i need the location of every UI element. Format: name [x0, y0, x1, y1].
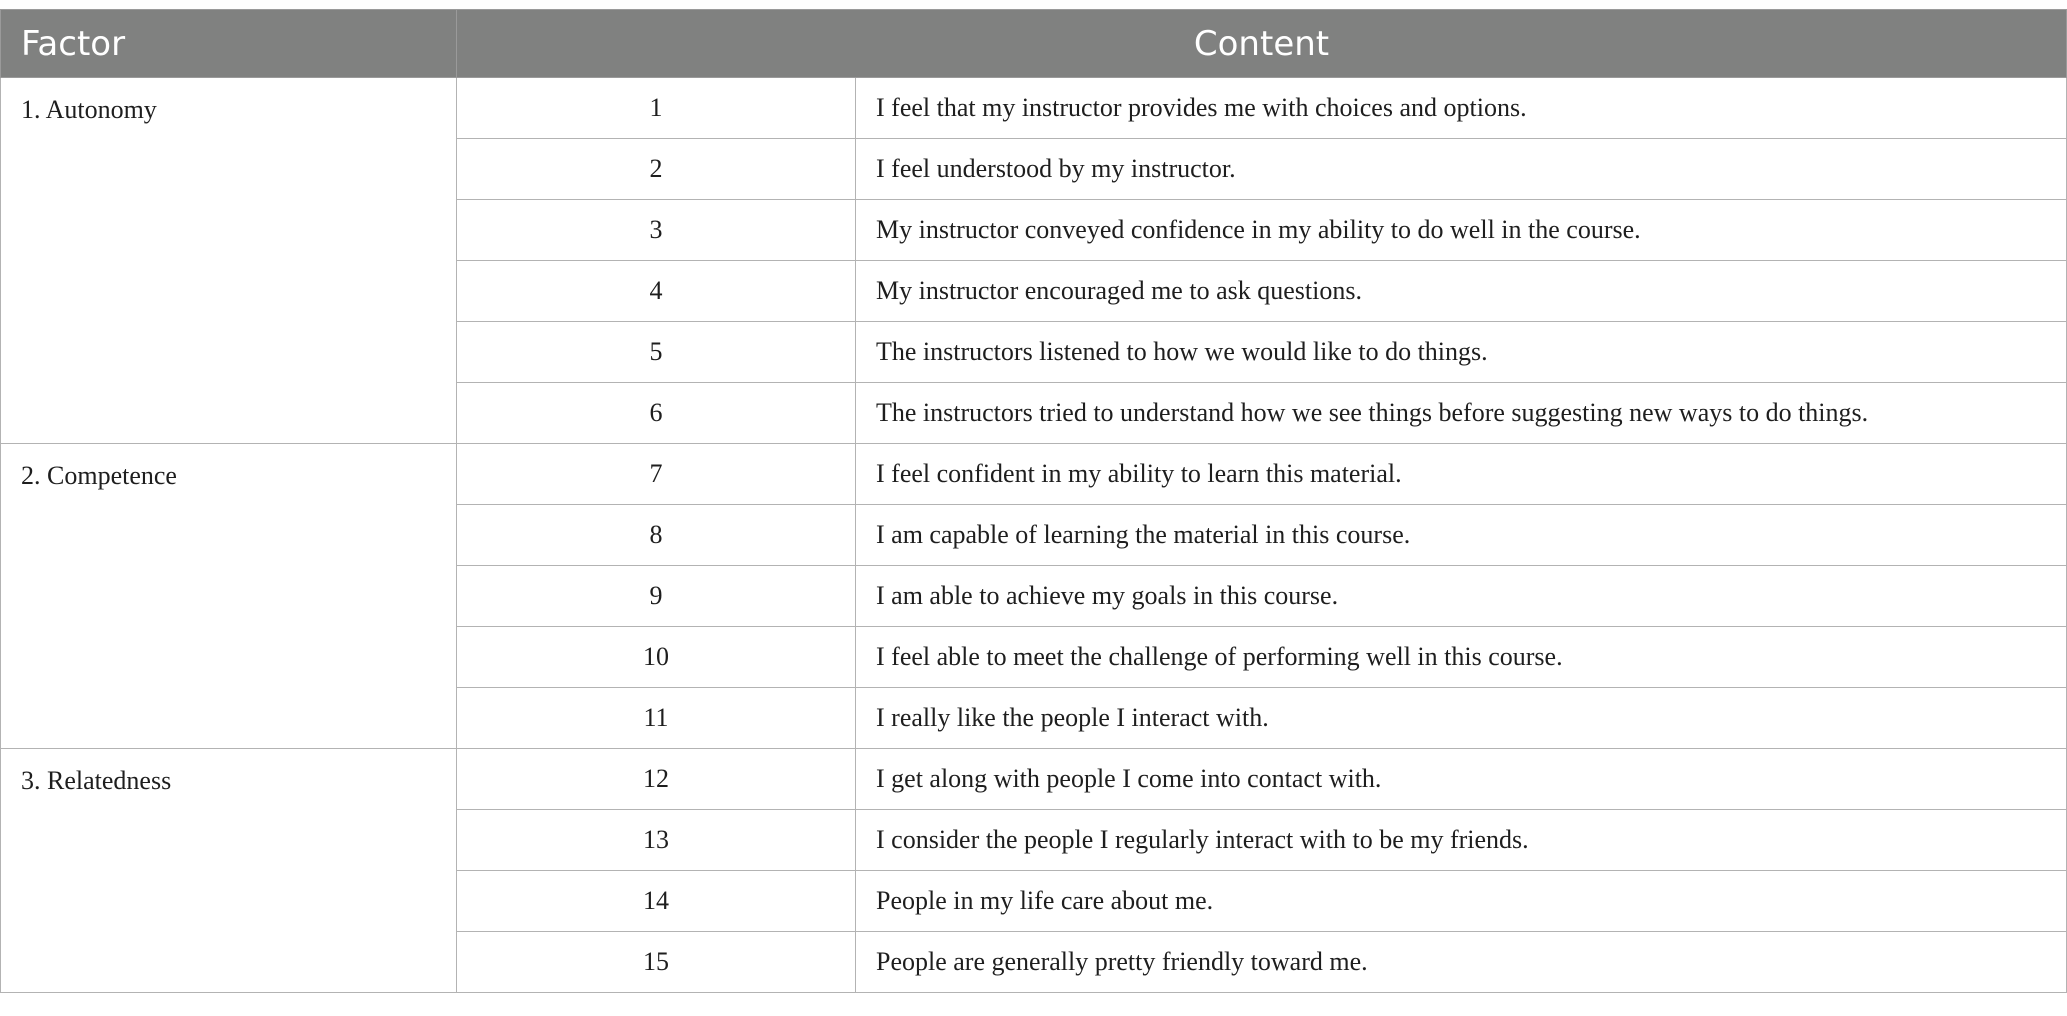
header-row: [1, 10, 2067, 78]
item-text: I get along with people I come into contact with.: [856, 749, 2067, 810]
factor-cell-competence: 2. Competence: [1, 444, 457, 749]
item-number: 2: [457, 139, 856, 200]
item-number: 8: [457, 505, 856, 566]
factor-cell-relatedness: 3. Relatedness: [1, 749, 457, 993]
item-number: 4: [457, 261, 856, 322]
item-number: 9: [457, 566, 856, 627]
item-text: I consider the people I regularly interact with to be my friends.: [856, 810, 2067, 871]
item-text: My instructor conveyed confidence in my ability to do well in the course.: [856, 200, 2067, 261]
item-number: 6: [457, 383, 856, 444]
item-number: 5: [457, 322, 856, 383]
item-text: I am capable of learning the material in this course.: [856, 505, 2067, 566]
table-row: [1, 78, 2067, 139]
item-number: 11: [457, 688, 856, 749]
item-text: My instructor encouraged me to ask questions.: [856, 261, 2067, 322]
item-text: I feel that my instructor provides me with choices and options.: [856, 78, 2067, 139]
factor-cell-autonomy: 1. Autonomy: [1, 78, 457, 444]
table-body: [1, 78, 2067, 993]
item-text: I am able to achieve my goals in this course.: [856, 566, 2067, 627]
item-text: People in my life care about me.: [856, 871, 2067, 932]
item-text: I really like the people I interact with.: [856, 688, 2067, 749]
item-number: 1: [457, 78, 856, 139]
survey-items-table: [0, 9, 2067, 993]
table-header: [1, 10, 2067, 78]
item-number: 14: [457, 871, 856, 932]
content-column-header: Content: [457, 10, 2067, 78]
table-row: [1, 444, 2067, 505]
survey-table-container: [0, 9, 2066, 993]
item-number: 7: [457, 444, 856, 505]
item-text: I feel able to meet the challenge of performing well in this course.: [856, 627, 2067, 688]
item-text: People are generally pretty friendly toward me.: [856, 932, 2067, 993]
item-number: 12: [457, 749, 856, 810]
item-text: I feel confident in my ability to learn this material.: [856, 444, 2067, 505]
item-number: 10: [457, 627, 856, 688]
item-number: 15: [457, 932, 856, 993]
item-number: 13: [457, 810, 856, 871]
item-text: I feel understood by my instructor.: [856, 139, 2067, 200]
item-text: The instructors listened to how we would like to do things.: [856, 322, 2067, 383]
item-text: The instructors tried to understand how we see things before suggesting new ways to do things.: [856, 383, 2067, 444]
item-number: 3: [457, 200, 856, 261]
table-row: [1, 749, 2067, 810]
factor-column-header: Factor: [1, 10, 457, 78]
